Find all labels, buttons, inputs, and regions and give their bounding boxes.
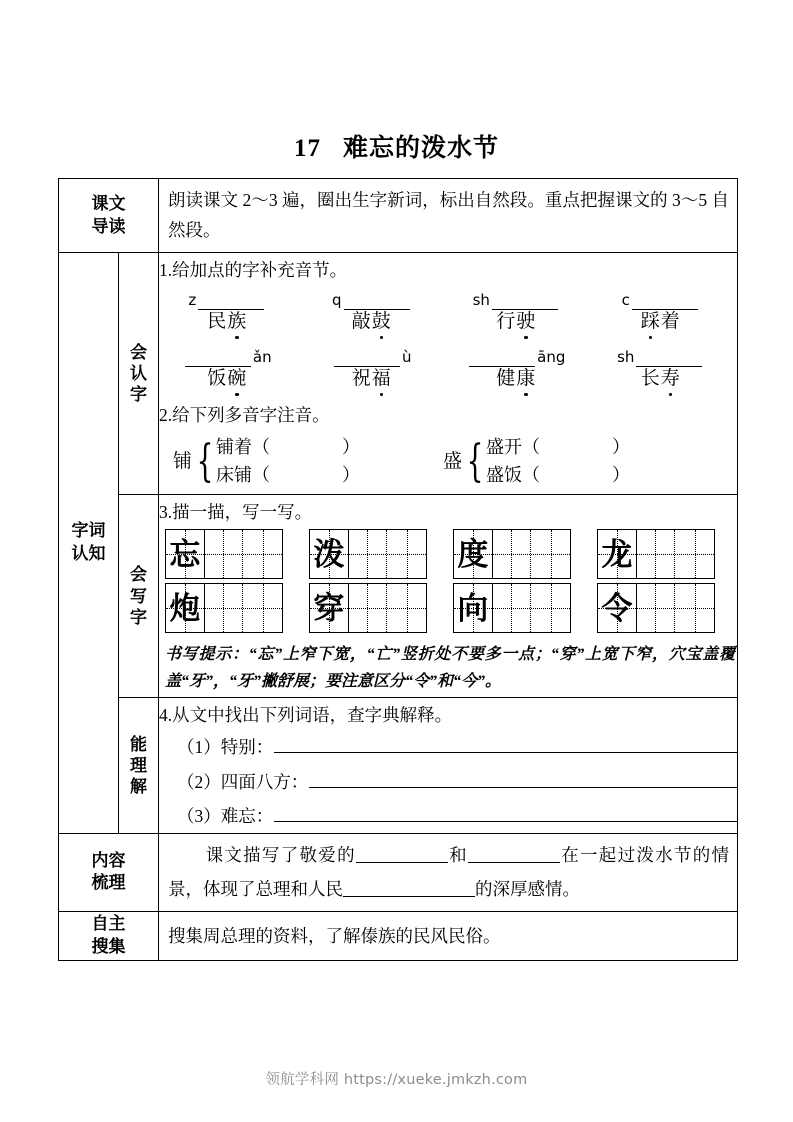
pinyin-row-2 bbox=[159, 344, 737, 398]
polyphonic-group bbox=[173, 434, 443, 490]
summary-blank-2[interactable] bbox=[468, 847, 560, 863]
pinyin-suffix: ǎn bbox=[252, 348, 272, 367]
sub-label-write-c2: 写 bbox=[130, 586, 147, 606]
row-label-collect-line2: 搜集 bbox=[91, 937, 126, 957]
sub-label-write bbox=[119, 495, 159, 698]
row-label-word-knowledge-line1: 字词 bbox=[71, 521, 106, 541]
pinyin-blank[interactable] bbox=[185, 349, 251, 367]
sub-label-recognize-c3: 字 bbox=[130, 385, 147, 405]
pinyin-blank[interactable] bbox=[469, 349, 535, 367]
pinyin-item bbox=[304, 344, 441, 398]
sub-label-write-c3: 字 bbox=[130, 607, 147, 627]
pinyin-item bbox=[304, 287, 441, 341]
answer-label: （1）特别： bbox=[177, 737, 274, 758]
character-grid-box[interactable] bbox=[309, 583, 427, 633]
sub-label-understand-c1: 能 bbox=[130, 734, 147, 754]
pinyin-item bbox=[448, 287, 585, 341]
table-row-understand bbox=[59, 698, 738, 834]
grid-character: 泼 bbox=[313, 536, 345, 572]
pinyin-blank[interactable] bbox=[344, 292, 410, 310]
table-row-collect bbox=[59, 912, 738, 961]
character-grid-box[interactable] bbox=[453, 583, 571, 633]
answer-line bbox=[159, 730, 737, 764]
summary-cell bbox=[159, 833, 738, 911]
pinyin-blank[interactable] bbox=[492, 292, 558, 310]
pinyin-exercise-group bbox=[159, 287, 737, 398]
summary-text bbox=[159, 834, 737, 911]
answer-line bbox=[159, 765, 737, 799]
answer-label: （2）四面八方： bbox=[177, 771, 309, 792]
row-label-summary-line2: 梳理 bbox=[91, 873, 126, 893]
sub-label-understand bbox=[119, 698, 159, 834]
polyphonic-line[interactable]: 铺着（ ） bbox=[216, 437, 361, 458]
pinyin-word: 健康 bbox=[496, 368, 537, 390]
pinyin-row-1 bbox=[159, 287, 737, 341]
watermark: 领航学科网 https://xueke.jmkzh.com bbox=[265, 1072, 528, 1088]
row-label-collect bbox=[59, 912, 159, 961]
sub-label-recognize-c1: 会 bbox=[130, 342, 147, 362]
answer-label: （3）难忘： bbox=[177, 805, 274, 826]
lesson-number: 17 bbox=[293, 135, 321, 162]
pinyin-item bbox=[593, 344, 730, 398]
table-row-recognize bbox=[59, 253, 738, 495]
character-grid-box[interactable] bbox=[453, 529, 571, 579]
collect-text: 搜集周总理的资料，了解傣族的民风民俗。 bbox=[168, 926, 501, 947]
pinyin-word: 长寿 bbox=[640, 368, 681, 390]
character-grid-row-2 bbox=[165, 583, 737, 633]
pinyin-blank[interactable] bbox=[636, 349, 702, 367]
pinyin-prefix: q bbox=[331, 291, 342, 310]
grid-character: 忘 bbox=[169, 536, 201, 572]
pinyin-item bbox=[159, 344, 296, 398]
page-title bbox=[0, 128, 793, 164]
question-1-text: 1.给加点的字补充音节。 bbox=[159, 260, 348, 281]
brace-icon: { bbox=[196, 436, 214, 488]
pinyin-blank[interactable] bbox=[198, 292, 264, 310]
lesson-title: 难忘的泼水节 bbox=[342, 135, 499, 162]
table-row-write bbox=[59, 495, 738, 698]
sub-label-understand-c2: 理 bbox=[130, 755, 147, 775]
grid-character: 炮 bbox=[169, 590, 201, 626]
pinyin-suffix: āng bbox=[537, 348, 566, 367]
polyphonic-line[interactable]: 盛开（ ） bbox=[486, 437, 631, 458]
row-label-intro bbox=[59, 179, 159, 253]
sub-label-recognize-c2: 认 bbox=[130, 364, 147, 384]
pinyin-word: 敲鼓 bbox=[351, 311, 392, 333]
writing-tip-text: 书写提示：“忘”上窄下宽，“亡”竖折处不要多一点；“穿”上宽下窄，穴宝盖覆盖“牙”，“牙”撇舒展；要注意区分“令”和“今”。 bbox=[165, 646, 735, 690]
character-grid-row-1 bbox=[165, 529, 737, 579]
answer-blank[interactable] bbox=[309, 772, 737, 788]
summary-seg-3: 在一起过泼水节的情景，体现了总理和人民 bbox=[168, 844, 730, 899]
character-grid-box[interactable] bbox=[597, 529, 715, 579]
pinyin-word: 踩着 bbox=[640, 311, 681, 333]
grid-character: 龙 bbox=[601, 536, 633, 572]
pinyin-word: 民族 bbox=[207, 311, 248, 333]
pinyin-word: 祝福 bbox=[351, 368, 392, 390]
row-label-summary-line1: 内容 bbox=[91, 850, 126, 870]
grid-character: 向 bbox=[457, 590, 489, 626]
pinyin-item bbox=[159, 287, 296, 341]
write-cell bbox=[159, 495, 738, 698]
row-label-word-knowledge bbox=[59, 253, 119, 834]
summary-seg-1: 课文描写了敬爱的 bbox=[168, 844, 356, 865]
table-row-summary bbox=[59, 833, 738, 911]
question-2-text: 2.给下列多音字注音。 bbox=[159, 405, 330, 426]
summary-seg-2: 和 bbox=[447, 844, 468, 865]
worksheet-table bbox=[58, 178, 738, 961]
answer-blank[interactable] bbox=[274, 806, 737, 822]
answer-line bbox=[159, 799, 737, 833]
polyphonic-line[interactable]: 盛饭（ ） bbox=[486, 465, 631, 486]
polyphonic-line[interactable]: 床铺（ ） bbox=[216, 465, 361, 486]
summary-seg-4: 的深厚感情。 bbox=[475, 878, 580, 899]
sub-label-recognize bbox=[119, 253, 159, 495]
intro-cell bbox=[159, 179, 738, 253]
polyphonic-group bbox=[443, 434, 713, 490]
character-grid-box[interactable] bbox=[597, 583, 715, 633]
pinyin-prefix: sh bbox=[472, 291, 490, 310]
row-label-intro-line2: 导读 bbox=[91, 216, 126, 236]
grid-character: 令 bbox=[601, 590, 633, 626]
question-4-text: 4.从文中找出下列词语，查字典解释。 bbox=[159, 705, 453, 726]
pinyin-prefix: c bbox=[621, 291, 630, 310]
sub-label-write-c1: 会 bbox=[130, 565, 147, 585]
character-grid-box[interactable] bbox=[309, 529, 427, 579]
pinyin-suffix: ù bbox=[401, 348, 412, 367]
question-3-text: 3.描一描，写一写。 bbox=[159, 502, 313, 523]
character-grid-box[interactable] bbox=[165, 583, 283, 633]
collect-cell bbox=[159, 912, 738, 961]
pinyin-word: 饭碗 bbox=[207, 368, 248, 390]
grid-character: 穿 bbox=[313, 590, 345, 626]
polyphonic-head: 铺 bbox=[173, 450, 193, 472]
row-label-word-knowledge-line2: 认知 bbox=[71, 544, 106, 563]
sub-label-understand-c3: 解 bbox=[130, 777, 147, 797]
character-grid-box[interactable] bbox=[165, 529, 283, 579]
pinyin-prefix: z bbox=[188, 291, 197, 310]
summary-blank-1[interactable] bbox=[356, 847, 448, 863]
pinyin-item bbox=[448, 344, 585, 398]
intro-text: 朗读课文 2～3 遍，圈出生字新词，标出自然段。重点把握课文的 3～5 自然段。 bbox=[168, 190, 729, 241]
answer-blank[interactable] bbox=[274, 737, 737, 753]
brace-icon: { bbox=[466, 436, 484, 488]
polyphonic-head: 盛 bbox=[443, 450, 463, 472]
grid-character: 度 bbox=[457, 536, 489, 572]
polyphonic-lines bbox=[216, 434, 360, 490]
pinyin-item bbox=[593, 287, 730, 341]
pinyin-prefix: sh bbox=[617, 348, 635, 367]
row-label-intro-line1: 课文 bbox=[91, 193, 126, 213]
understand-cell bbox=[159, 698, 738, 834]
polyphonic-exercise bbox=[159, 434, 737, 490]
pinyin-blank[interactable] bbox=[632, 292, 698, 310]
polyphonic-lines bbox=[486, 434, 630, 490]
pinyin-word: 行驶 bbox=[496, 311, 537, 333]
recognize-cell bbox=[159, 253, 738, 495]
table-row-intro bbox=[59, 179, 738, 253]
pinyin-blank[interactable] bbox=[334, 349, 400, 367]
summary-blank-3[interactable] bbox=[343, 881, 475, 897]
row-label-summary bbox=[59, 833, 159, 911]
row-label-collect-line1: 自主 bbox=[91, 914, 126, 934]
